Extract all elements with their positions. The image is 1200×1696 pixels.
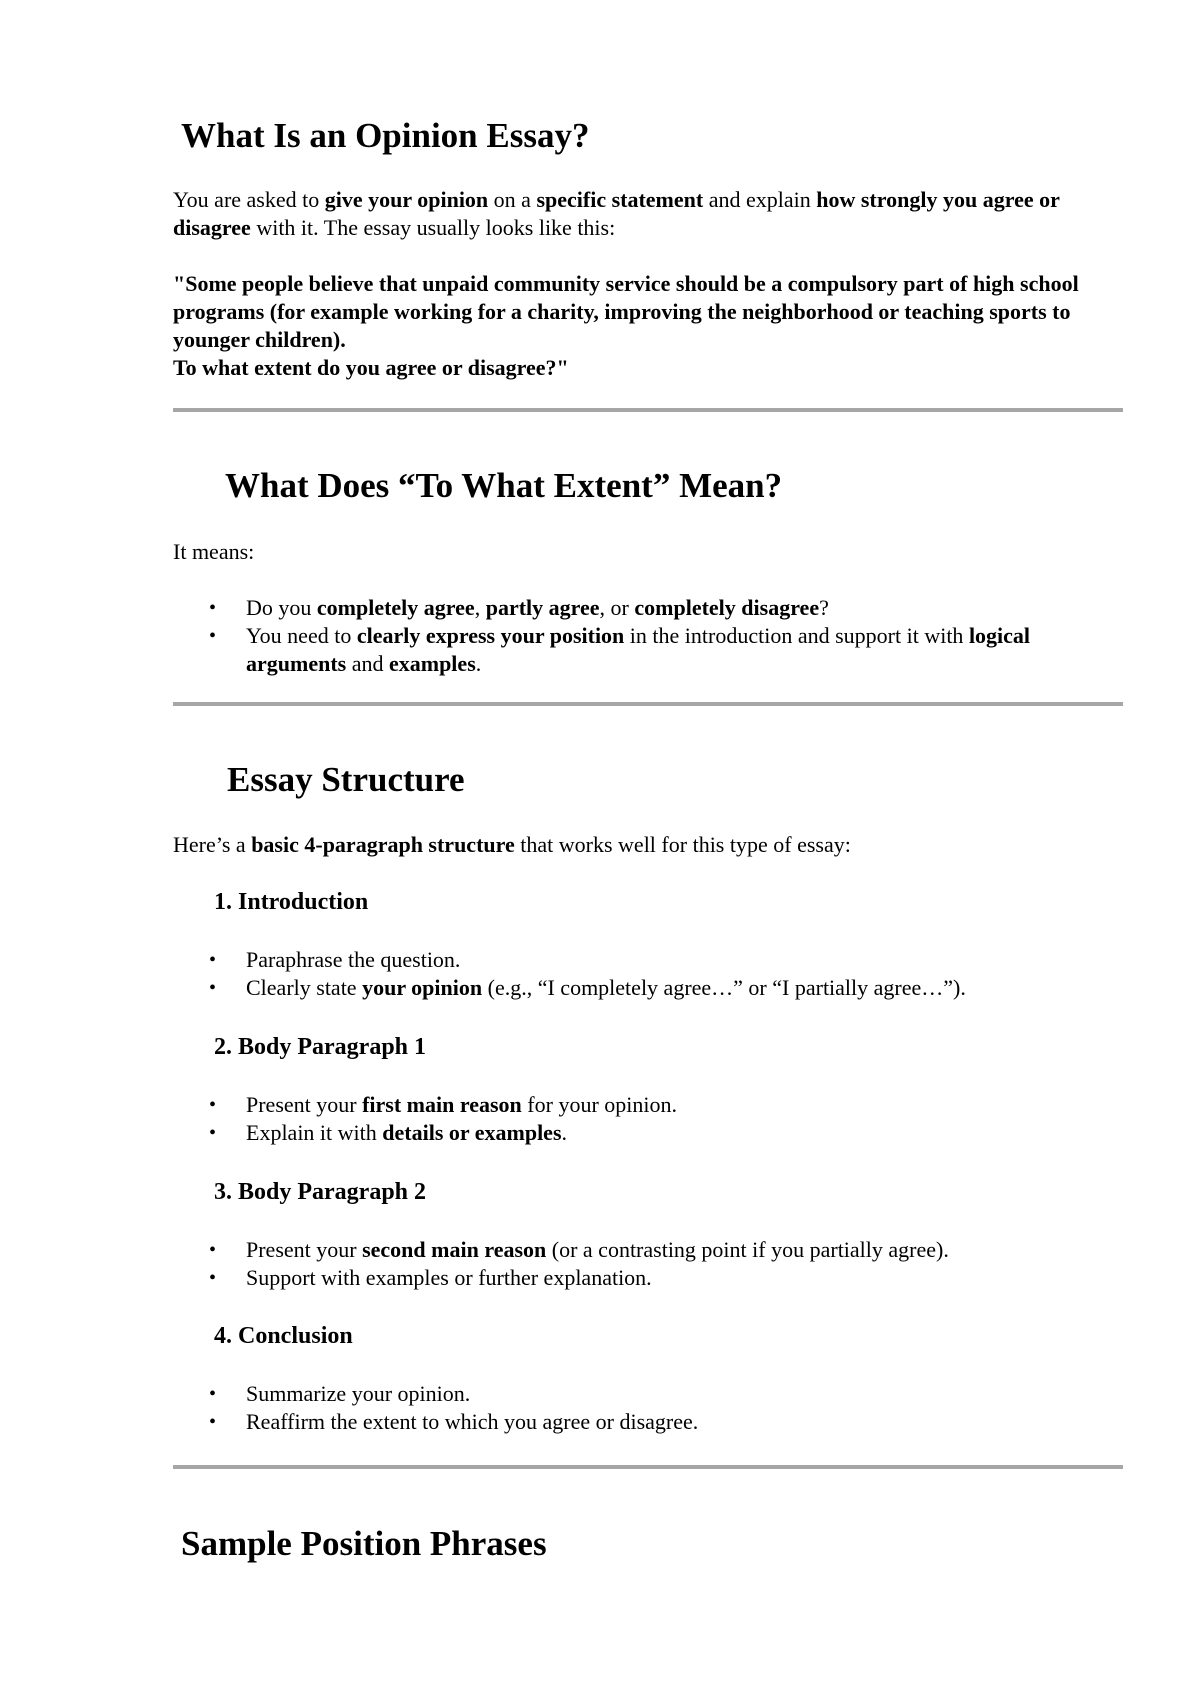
body-text: that works well for this type of essay: xyxy=(514,832,851,857)
body-text: Present your xyxy=(246,1237,363,1262)
emphasis-text: specific statement xyxy=(536,187,704,212)
body-text: Present your xyxy=(246,1092,363,1117)
section1-intro xyxy=(173,186,1123,242)
body-text: with it. The essay usually looks like this: xyxy=(250,215,616,240)
body-text: You need to xyxy=(246,623,357,648)
bullet-icon: • xyxy=(209,1267,217,1289)
body-text: and xyxy=(346,651,389,676)
body-text: Summarize your opinion. xyxy=(246,1381,471,1406)
divider xyxy=(173,1465,1123,1469)
divider xyxy=(173,408,1123,412)
list-item xyxy=(173,1408,1123,1436)
part-bullets-body-1 xyxy=(173,1091,1123,1147)
part-heading-conclusion: 4. Conclusion xyxy=(214,1323,353,1349)
emphasis-text: clearly express your position xyxy=(356,623,625,648)
emphasis-text: your opinion xyxy=(362,975,483,1000)
body-text: for your opinion. xyxy=(521,1092,677,1117)
bullet-icon: • xyxy=(209,949,217,971)
emphasis-text: how strongly you agree or disagree xyxy=(173,187,1060,240)
body-text: Support with examples or further explanation. xyxy=(246,1265,652,1290)
list-item xyxy=(173,594,1123,622)
bullet-icon: • xyxy=(209,1239,217,1261)
list-item xyxy=(173,622,1123,678)
emphasis-text: details or examples xyxy=(382,1120,562,1145)
body-text: , or xyxy=(599,595,635,620)
body-text: Paraphrase the question. xyxy=(246,947,461,972)
section1-quote xyxy=(173,270,1123,382)
list-item xyxy=(173,1091,1123,1119)
part-bullets-body-2 xyxy=(173,1236,1123,1292)
bullet-icon: • xyxy=(209,1122,217,1144)
body-text: in the introduction and support it with xyxy=(624,623,969,648)
list-item xyxy=(173,974,1123,1002)
section-title-sample-phrases: Sample Position Phrases xyxy=(181,1524,547,1563)
part-heading-introduction: 1. Introduction xyxy=(214,889,369,915)
emphasis-text: logical arguments xyxy=(246,623,1031,676)
list-item xyxy=(173,1264,1123,1292)
part-bullets-introduction xyxy=(173,946,1123,1002)
body-text: You are asked to xyxy=(173,187,325,212)
emphasis-text: second main reason xyxy=(362,1237,547,1262)
section2-lead: It means: xyxy=(173,539,255,564)
body-text: and explain xyxy=(703,187,817,212)
body-text: (e.g., “I completely agree…” or “I partially agree…”). xyxy=(482,975,966,1000)
bullet-icon: • xyxy=(209,597,217,619)
quote-line-2: To what extent do you agree or disagree?" xyxy=(173,355,569,380)
body-text: Clearly state xyxy=(246,975,363,1000)
body-text: . xyxy=(475,651,482,676)
body-text: (or a contrasting point if you partially agree). xyxy=(546,1237,949,1262)
section-title-essay-structure: Essay Structure xyxy=(227,760,465,799)
list-item xyxy=(173,946,1123,974)
bullet-icon: • xyxy=(209,1383,217,1405)
emphasis-text: completely agree xyxy=(316,595,475,620)
body-text: Explain it with xyxy=(246,1120,383,1145)
list-item xyxy=(173,1380,1123,1408)
section3-lead xyxy=(173,831,1123,859)
list-item xyxy=(173,1119,1123,1147)
bullet-icon: • xyxy=(209,1411,217,1433)
body-text: . xyxy=(561,1120,568,1145)
body-text: , xyxy=(474,595,486,620)
list-item xyxy=(173,1236,1123,1264)
emphasis-text: give your opinion xyxy=(324,187,489,212)
emphasis-text: partly agree xyxy=(485,595,600,620)
divider xyxy=(173,702,1123,706)
part-heading-body-1: 2. Body Paragraph 1 xyxy=(214,1034,427,1060)
bullet-icon: • xyxy=(209,625,217,647)
body-text: Do you xyxy=(246,595,317,620)
body-text: Reaffirm the extent to which you agree or disagree. xyxy=(246,1409,699,1434)
emphasis-text: first main reason xyxy=(362,1092,522,1117)
quote-line-1: "Some people believe that unpaid community service should be a compulsory part of high school programs (for example working for a charity, improving the neighborhood or teaching sports to younger children). xyxy=(173,271,1079,352)
body-text: on a xyxy=(488,187,537,212)
bullet-icon: • xyxy=(209,1094,217,1116)
emphasis-text: basic 4-paragraph structure xyxy=(251,832,515,857)
body-text: Here’s a xyxy=(173,832,252,857)
section-title-to-what-extent: What Does “To What Extent” Mean? xyxy=(225,466,783,505)
emphasis-text: completely disagree xyxy=(634,595,820,620)
section-title-opinion-essay: What Is an Opinion Essay? xyxy=(181,116,590,155)
section2-bullets xyxy=(173,594,1123,678)
body-text: ? xyxy=(819,595,829,620)
part-bullets-conclusion xyxy=(173,1380,1123,1436)
part-heading-body-2: 3. Body Paragraph 2 xyxy=(214,1179,427,1205)
bullet-icon: • xyxy=(209,977,217,999)
emphasis-text: examples xyxy=(388,651,476,676)
